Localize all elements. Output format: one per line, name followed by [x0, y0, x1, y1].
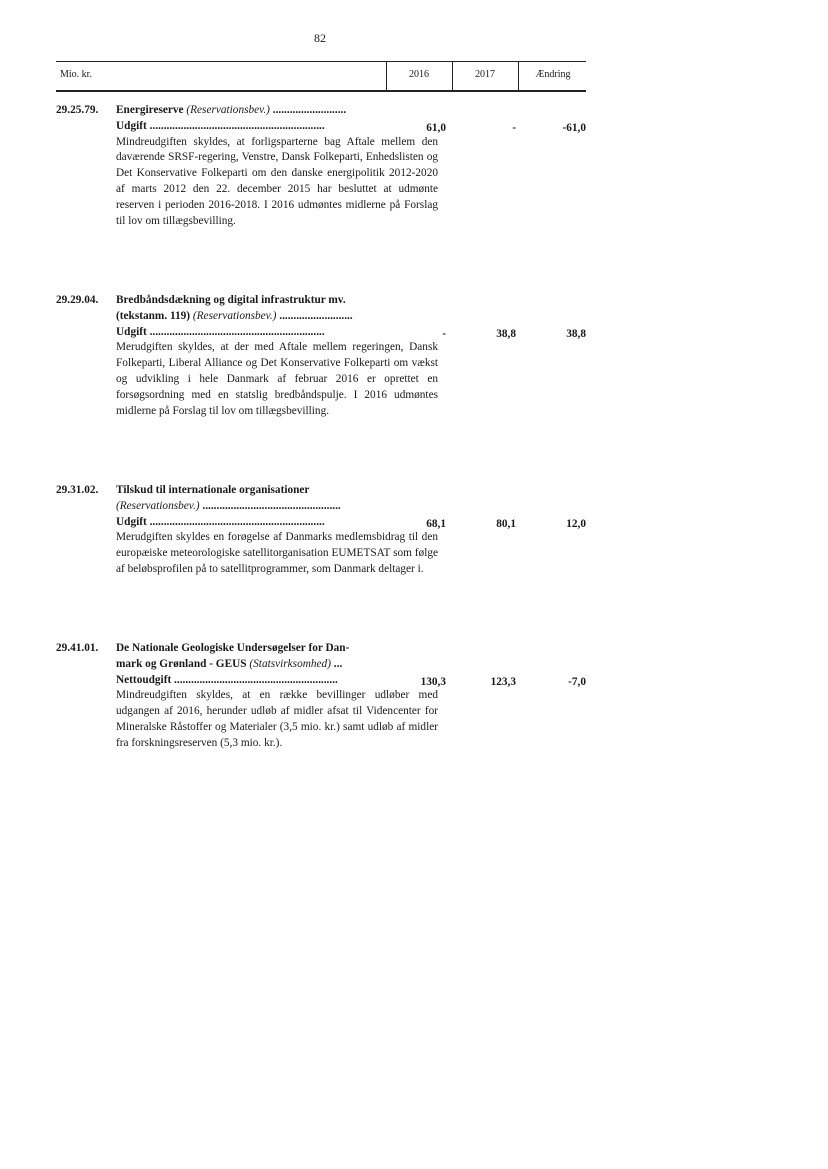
- entry-title-continued: (Reservationsbev.) .................................................: [116, 499, 341, 512]
- entry-title: Energireserve (Reservationsbev.) ..........................: [116, 104, 347, 116]
- column-divider: [518, 61, 519, 91]
- value-2016: -: [442, 328, 446, 340]
- value-2016: 68,1: [426, 518, 446, 530]
- column-header-2016: 2016: [409, 69, 429, 80]
- value-change: -61,0: [562, 122, 586, 134]
- table-header-top-rule: [56, 61, 586, 62]
- value-2016: 61,0: [426, 122, 446, 134]
- subtotal-label: Nettoudgift ..........................................................: [116, 673, 338, 686]
- subtotal-label: Udgift ..............................................................: [116, 119, 325, 132]
- entry-description: Mindreudgiften skyldes, at forligsparterne bag Aftale mellem den daværende SRSF-regering, Venstre, Dansk Folkeparti, Enhedslisten og Det Konservative Folkeparti om den danske energipolitik 2012-2020 af marts 2012 den 22. december 2015 har besluttet at udmønte reserven i perioden 2016-2018. I 2016 udmøntes midlerne på Forslag til lov om tillægsbevilling.: [116, 135, 438, 227]
- entry-title: De Nationale Geologiske Undersøgelser for Dan-: [116, 642, 350, 654]
- subtotal-label: Udgift ..............................................................: [116, 325, 325, 338]
- value-2016: 130,3: [420, 676, 446, 688]
- value-change: 12,0: [566, 518, 586, 530]
- account-code: 29.29.04.: [56, 294, 99, 306]
- account-code: 29.25.79.: [56, 104, 99, 116]
- value-change: -7,0: [568, 676, 586, 688]
- entry-title: Bredbåndsdækning og digital infrastruktur mv.: [116, 294, 346, 306]
- account-code: 29.41.01.: [56, 642, 99, 654]
- value-change: 38,8: [566, 328, 586, 340]
- value-2017: 80,1: [496, 518, 516, 530]
- entry-description: Mindreudgiften skyldes, at en række bevillinger udløber med udgangen af 2016, herunder udløb af midler afsat til Videncenter for Mineralske Råstoffer og Materialer (3,5 mio. kr.) samt udløb af midler fra forskningsreserven (5,3 mio. kr.).: [116, 689, 438, 749]
- page-number: 82: [314, 31, 326, 45]
- entry-description: Merudgiften skyldes en forøgelse af Danmarks medlemsbidrag til den europæiske meteorologiske satellitorganisation EUMETSAT som følge af beløbsprofilen på to satellitprogrammer, som Danmark deltager i.: [116, 531, 438, 575]
- column-header-change: Ændring: [535, 69, 571, 80]
- subtotal-label: Udgift ..............................................................: [116, 515, 325, 528]
- value-2017: 38,8: [496, 328, 516, 340]
- unit-header: Mio. kr.: [60, 69, 92, 80]
- entry-title-continued: (tekstanm. 119) (Reservationsbev.) ..........................: [116, 309, 353, 322]
- entry-title-continued: mark og Grønland - GEUS (Statsvirksomhed) ...: [116, 657, 343, 670]
- value-2017: 123,3: [490, 676, 516, 688]
- account-code: 29.31.02.: [56, 484, 99, 496]
- value-2017: -: [512, 122, 516, 134]
- entry-description: Merudgiften skyldes, at der med Aftale mellem regeringen, Dansk Folkeparti, Liberal Alliance og Det Konservative Folkeparti om vækst og udvikling i hele Danmark af februar 2016 er oprettet en forsøgsordning med en statslig bredbåndspulje. I 2016 udmøntes midlerne på Forslag til lov om tillægsbevilling.: [116, 341, 438, 417]
- column-header-2017: 2017: [475, 69, 495, 80]
- entry-title: Tilskud til internationale organisationer: [116, 484, 310, 496]
- table-header-bottom-rule: [56, 90, 586, 92]
